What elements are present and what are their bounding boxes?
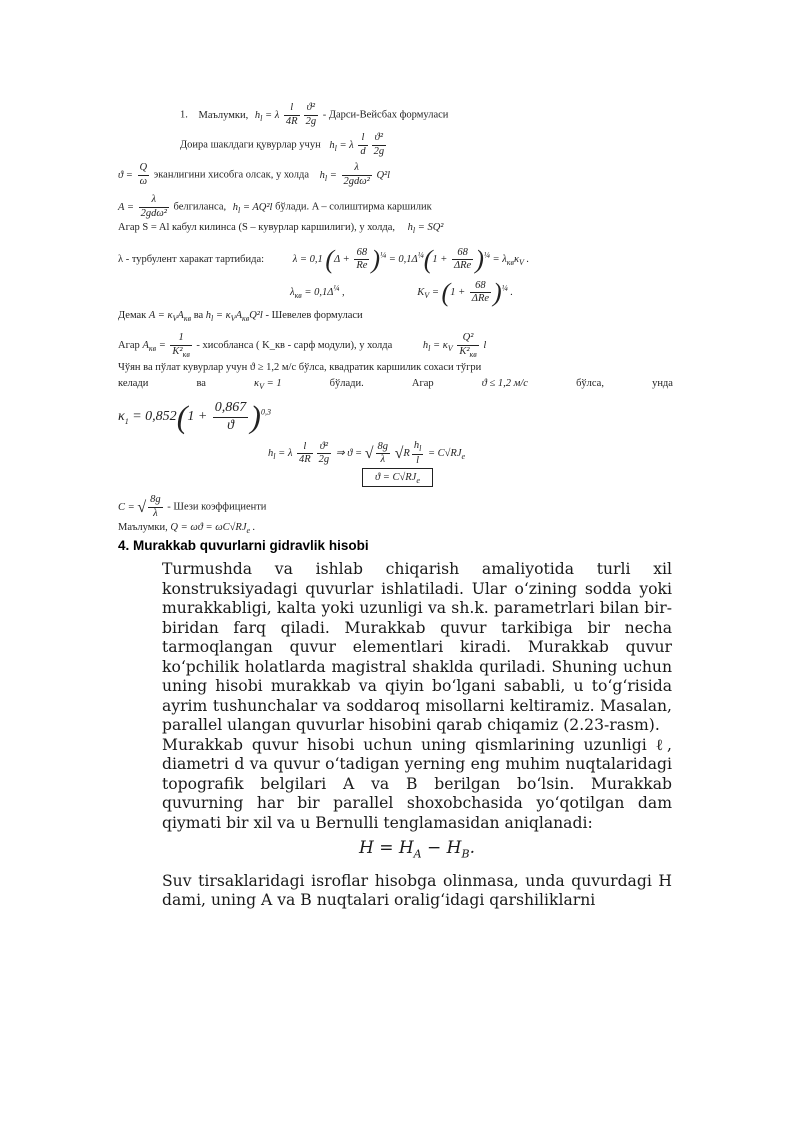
paragraph: Suv tirsaklaridagi isroflar hisobga olinmasa, unda quvurdagi H dami, uning A va B nuqtalari oralig‘idagi qarshiliklarni (162, 871, 672, 910)
kv-one-formula: $\kappa_V = 1$ (254, 378, 282, 392)
section-heading: 4. Murakkab quvurlarni gidravlik hisobi (118, 538, 369, 553)
velocity-formula: ϑ = $\frac{Q}{\omega}$ (118, 162, 148, 187)
line-text: - хисобланса ( K_кв - сарф модули), у холда (196, 340, 393, 352)
formula-line-pipe-resistance (118, 222, 443, 236)
shevelev-formula: $h_l = \kappa_VA_{кв}Q^2l$ (205, 310, 263, 324)
headloss-q-formula: $h_l$ = $\frac{\lambda}{\text{2gdω²}}$ Q²l (319, 162, 391, 187)
headloss-s-formula: $h_l = SQ^2$ (407, 222, 444, 236)
line-text: белгиланса, (173, 201, 227, 213)
discharge-formula: $Q = \omega ϑ = \omega C√RJ_e$ . (170, 522, 256, 536)
formula-line-discharge (118, 522, 255, 536)
line-text: келади (118, 378, 149, 389)
lambda-turbulent-formula: λ = 0,1 (Δ + $\frac{68}{Re}$ )$^{\frac{1}{4}} = 0,1\Delta^{\frac{1}{4}}(1$ + $\frac{68}{\text{ΔRe}}$ )$^{\frac{1}{4}} = \lambda_{кв}\kappa_V$ . (292, 245, 530, 274)
line-text: Демак (118, 310, 147, 321)
formula-line-condition (118, 378, 673, 392)
line-text: эканлигини хисобга олсак, у холда (153, 169, 310, 181)
paragraph: Turmushda va ishlab chiqarish amaliyotida turli xil konstruksiyadagi quvurlar ishlatiladi. Ular o‘zining sodda yoki murakkabligi, kalta yoki uzunligi va sh.k. parametrlari bilan bir-biridan farq qiladi. Murakkab quvur tarkibiga bir necha tarmoqlangan quvur elementlari kiradi. Murakkab quvur ko‘pchilik holatlarda magistral shaklda quriladi. Shuning uchun uning hisobi murakkab va qiyin bo‘lgani sababli, u to‘g‘risida ayrim tushunchalar va soddaroq misollarni keltiramiz. Masalan, parallel ulangan quvurlar hisobini qarab chiqamiz (2.23-rasm). (162, 560, 672, 734)
formula-line-k1 (118, 398, 271, 436)
formula-caption: - Шевелев формуласи (265, 310, 363, 321)
line-text: унда (652, 378, 673, 389)
line-text: бўлади. A – солиштирма каршилик (275, 201, 432, 213)
formula-line-chezy-boxed (362, 472, 433, 486)
formula-line-turbulent (118, 244, 529, 275)
line-text: Агар (118, 340, 140, 352)
formula-line-chezy-coefficient (118, 494, 266, 520)
line-text: λ - турбулент харакат тартибида: (118, 254, 265, 265)
formula-line-round-pipe (180, 132, 388, 158)
formula-line-shevelev (118, 310, 363, 324)
line-text: Чўян ва пўлат кувурлар учун ϑ ≥ 1,2 м/с бўлса, квадратик каршилик сохаси тўгри (118, 362, 482, 373)
formula-line-resistance (118, 194, 432, 220)
formula-line-flow-modulus (118, 332, 486, 359)
item-number: 1. (180, 109, 188, 121)
line-text: ва (193, 310, 204, 321)
line-text: Агар (411, 378, 434, 389)
round-pipe-formula: $h_l = \lambda$ $\frac{l}{d}$ $\frac{\text{ϑ²}}{2g}$ (329, 132, 385, 157)
chezy-derivation-formula: $h_l = \lambda$ $\frac{l}{4R}$ $\frac{\text{ϑ²}}{2g}$ ⇒ ϑ = √ $\frac{8g}{\lambda}$ √R $\frac{h_l}{l}$ = $C√RJ_e$ (268, 440, 466, 466)
line-text: Маълумки, (198, 109, 249, 121)
line-text: бўлса, (576, 378, 604, 389)
bernoulli-equation: $H = H_A - H_B$. (358, 838, 476, 861)
body-text (162, 560, 672, 911)
paragraph: Murakkab quvur hisobi uchun uning qismlarining uzunligi ℓ, diametri d va quvur o‘tadigan yerning eng muhim nuqtalaridagi topografik belgilari A va B berilgan bo‘lsin. Murakkab quvurning har bir parallel shoxobchasida yo‘qotilgan dam qiymati bir xil va u Bernulli tenglamasidan aniqlanadi: (162, 735, 672, 832)
a-kv-modulus-formula: $A_{кв}$ = $\frac{1}{K^2_{кв}}$ (142, 332, 190, 359)
kv-formula: $K_V = (1$ + $\frac{68}{\text{ΔRe}}$ )$^{\frac{1}{4}}$ . (417, 278, 513, 307)
velocity-condition-formula: ϑ ≤ 1,2 м/с (481, 378, 528, 389)
formula-line-darcy (180, 102, 448, 128)
line-text: бўлади. (329, 378, 364, 389)
specific-resistance-formula: A = $\frac{\lambda}{\text{2gdω²}}$ (118, 194, 167, 219)
line-text: Агар S = Al кабул килинса (S – кувурлар каршилиги), у холда, (118, 222, 396, 233)
chezy-coefficient-formula: C = √ $\frac{8g}{\lambda}$ (118, 494, 161, 519)
formula-line-cast-iron (118, 362, 481, 375)
line-text: Доира шаклдаги қувурлар учун (180, 139, 321, 151)
line-text: Маълумки, (118, 522, 168, 533)
k1-formula: $\kappa_1 = 0,852(1$ + $\frac{0,867}{ϑ}$ )$^{0,3}$ (118, 399, 271, 435)
formula-line-lambda-kv (290, 277, 513, 308)
darcy-formula: $h_l = \lambda$ $\frac{l}{4R}$ $\frac{\text{ϑ²}}{2g}$ (254, 102, 317, 127)
formula-caption: - Шези коэффициенти (167, 501, 267, 513)
formula-caption: - Дарси-Вейсбах формуласи (322, 109, 449, 121)
a-kv-formula: $A = \kappa_VA_{кв}$ (148, 310, 192, 324)
formula-line-chezy-derivation (268, 440, 465, 467)
chezy-boxed-formula: $ϑ = C√RJ_e$ (362, 468, 433, 487)
headloss-modulus-formula: $h_l = \kappa_V$ $\frac{\text{Q²}}{K^2_{кв}}$ l (422, 332, 487, 359)
line-text: ва (196, 378, 206, 389)
lambda-kv-formula: $\lambda_{кв} = 0,1\Delta^{\frac{1}{4}}$ , (290, 283, 345, 301)
headloss-a-formula: $h_l = AQ^2l$ (232, 201, 273, 215)
formula-line-velocity (118, 162, 390, 188)
